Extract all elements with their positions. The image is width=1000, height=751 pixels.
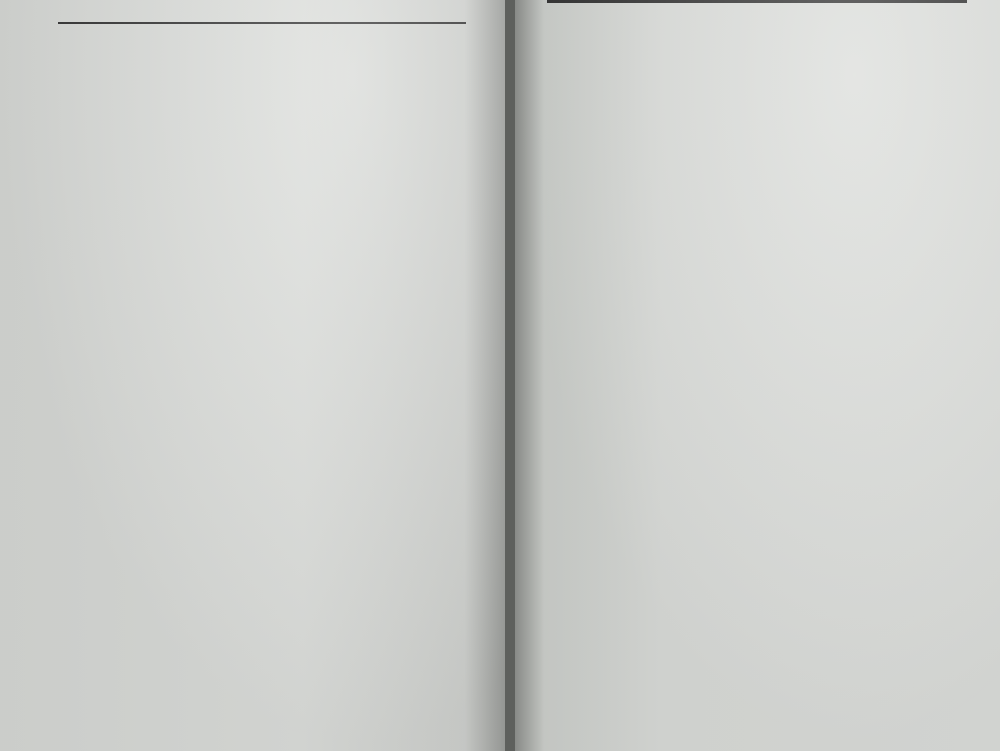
book-gutter	[505, 0, 515, 751]
right-toc	[515, 0, 1000, 751]
right-page	[515, 0, 1000, 751]
